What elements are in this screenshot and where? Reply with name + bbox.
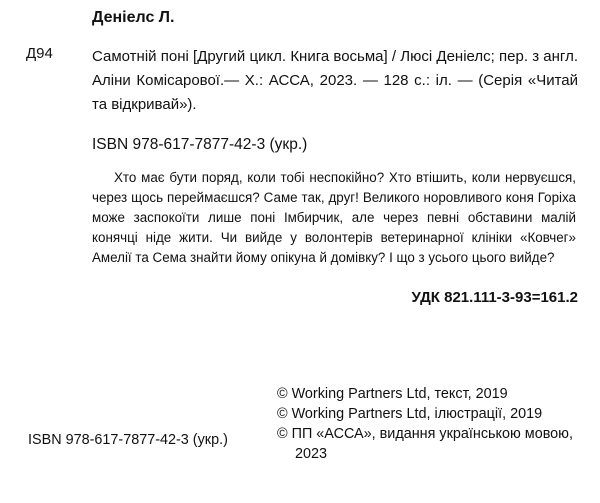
isbn-bottom: ISBN 978-617-7877-42-3 (укр.) (28, 432, 228, 448)
bibliographic-description: Самотній поні [Другий цикл. Книга восьма] / Люсі Деніелс; пер. з англ. Аліни Комісарової.— Х.: АССА, 2023. — 128 с.: іл. — (Серія «Читай та відкривай»). (92, 48, 578, 113)
copyright-block (277, 384, 600, 464)
copyright-line: © Working Partners Ltd, текст, 2019 (277, 386, 508, 402)
isbn-main: ISBN 978-617-7877-42-3 (укр.) (92, 136, 308, 153)
udk-code: УДК 821.111-3-93=161.2 (411, 289, 578, 306)
classification-code: Д94 (26, 45, 53, 62)
copyright-line: © Working Partners Ltd, ілюстрації, 2019 (277, 406, 543, 422)
author-heading: Деніелс Л. (92, 9, 175, 26)
copyright-line: © ПП «АССА», видання українською мовою, 2023 (277, 426, 573, 462)
annotation-paragraph: Хто має бути поряд, коли тобі неспокійно? Хто втішить, коли нервуєшся, через щось переймаєшся? Саме так, друг! Великого норовливого коня Горіха може заспокоїти лише поні Імбирчик, але через певні обставини малій конячці ніде жити. Чи вийде у волонтерів ветеринарної клініки «Ковчег» Амелії та Сема знайти йому опікуна й домівку? І що з усього цього вийде? (92, 170, 576, 265)
